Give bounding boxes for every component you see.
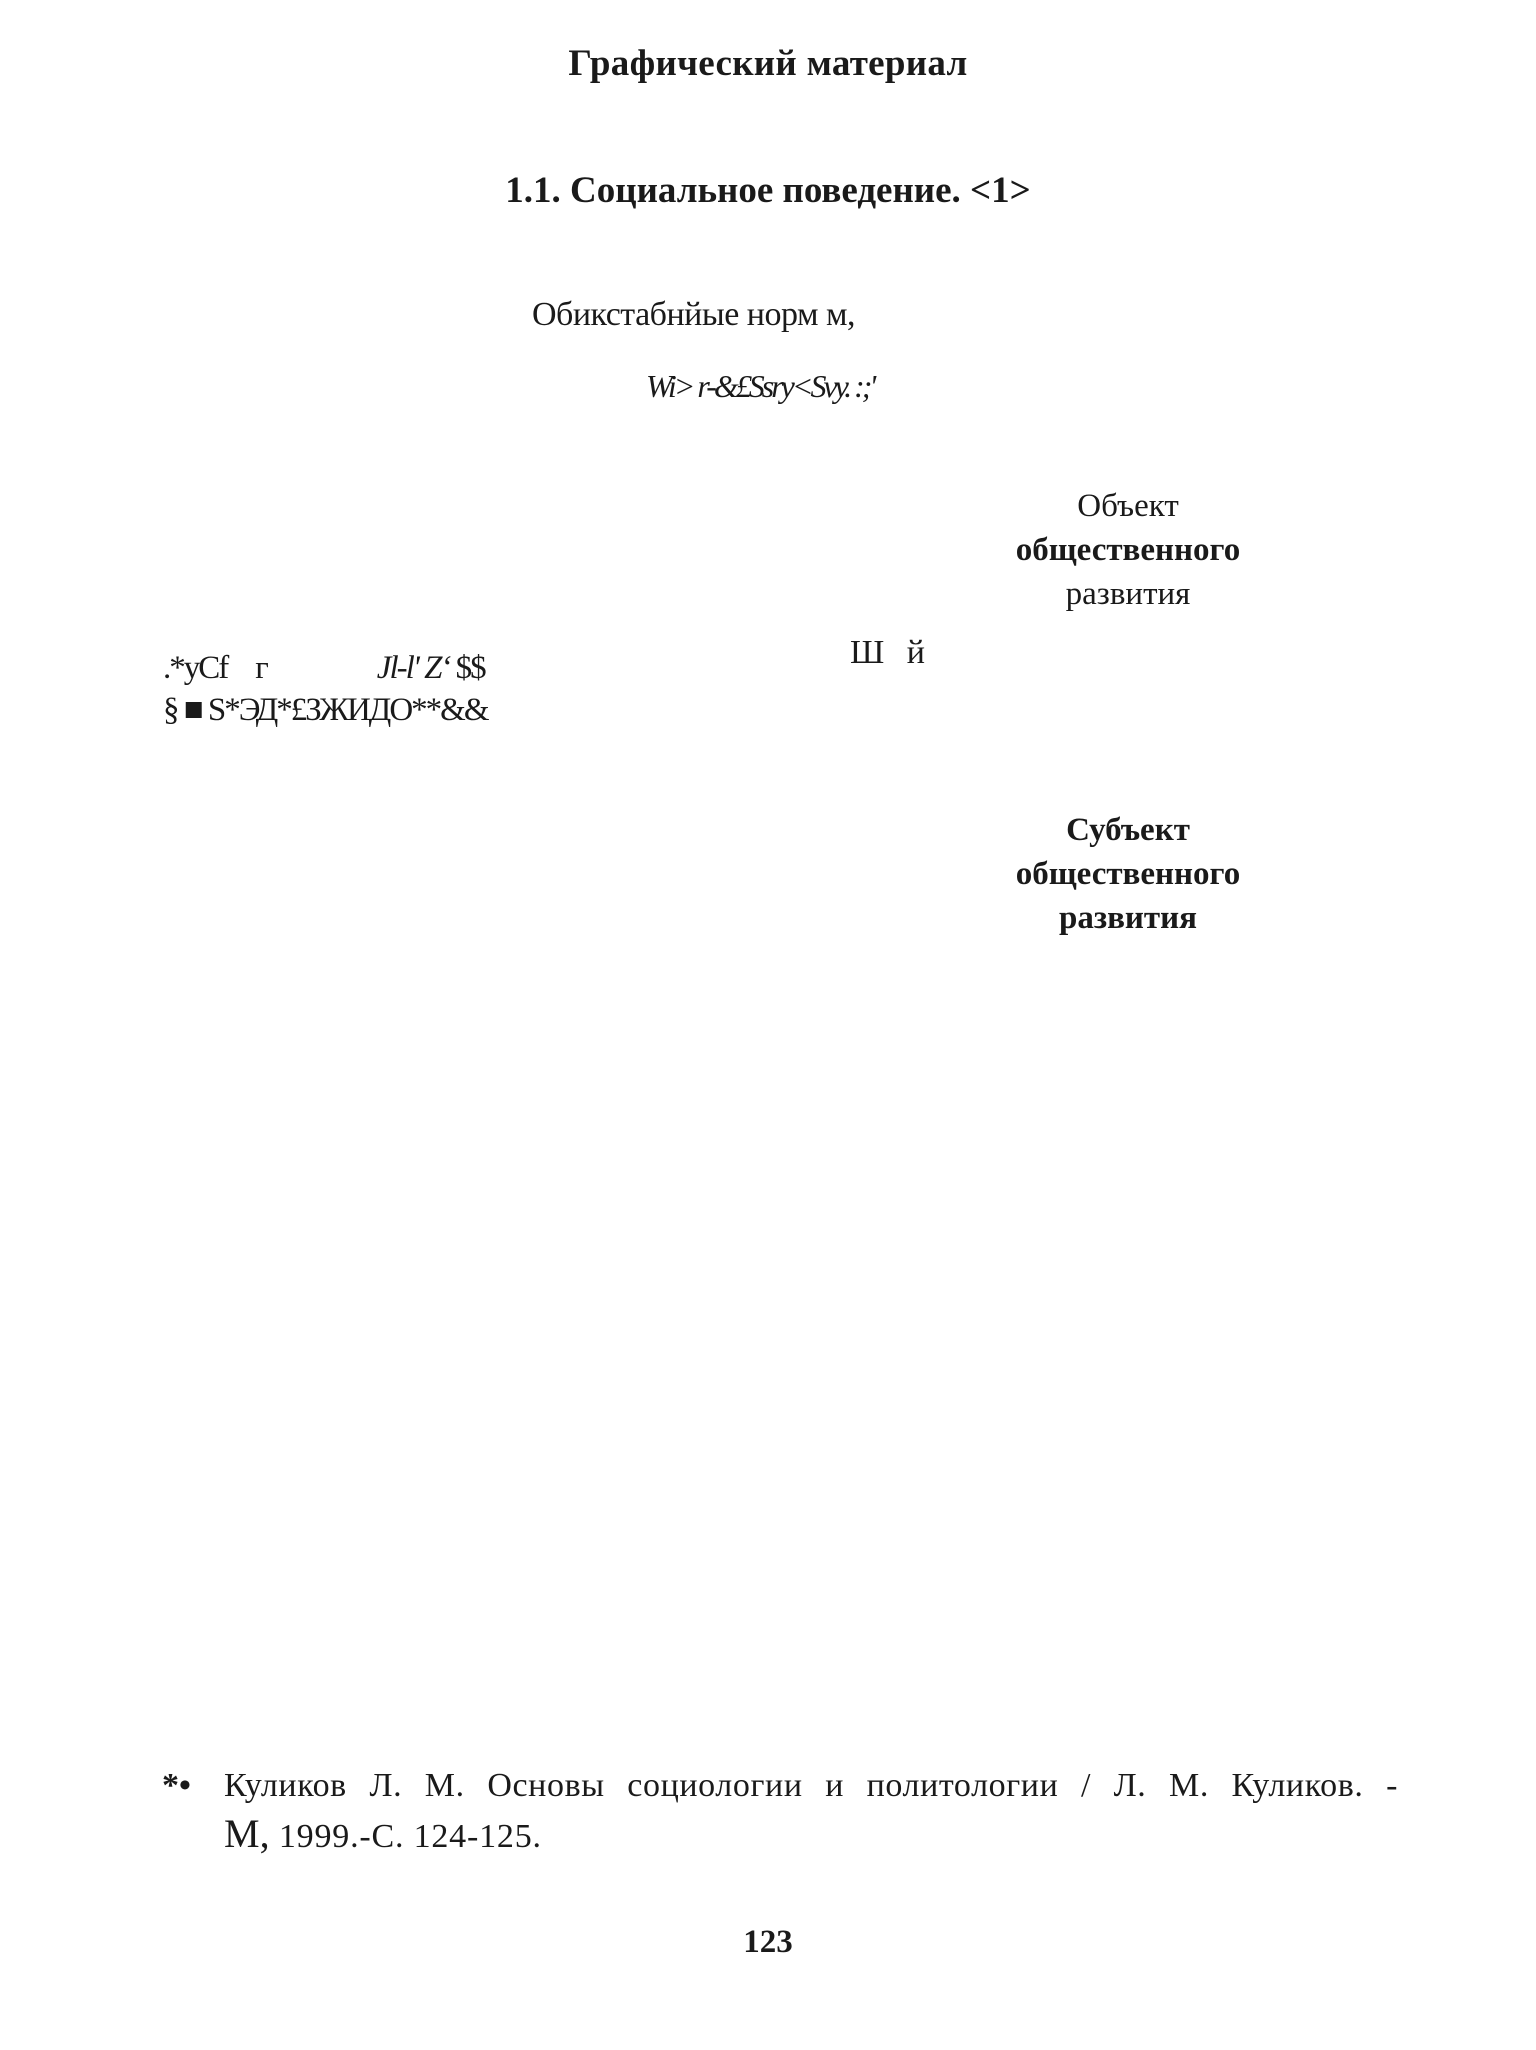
footnote-year-pages: 1999.-С. 124-125. — [269, 1818, 542, 1855]
subject-node-line2: общественного — [1015, 856, 1241, 892]
section-title: 1.1. Социальное поведение. <1> — [505, 170, 1031, 211]
footnote-line2 — [224, 1810, 1398, 1861]
footnote — [162, 1762, 1398, 1861]
object-node-line1: Объект — [1077, 488, 1179, 524]
object-node-line2: общественного — [1015, 532, 1241, 568]
footnote-line1: Куликов Л. М. Основы социологии и политологии / Л. М. Куликов. - — [224, 1767, 1398, 1804]
subject-node-label — [978, 808, 1278, 940]
left-fragment-3: Jl-l' Z‘ — [376, 650, 450, 686]
page-title: Графический материал — [568, 43, 968, 84]
object-node-label — [978, 484, 1278, 616]
figure-left-garbled-line1 — [163, 650, 485, 687]
subject-node-line3: развития — [1058, 900, 1198, 936]
footnote-marker: *• — [162, 1767, 191, 1804]
page-number: 123 — [743, 1924, 793, 1960]
subject-node-line1: Субъект — [1066, 812, 1190, 848]
figure-top-text: Обикстабнйые норм м, — [532, 296, 856, 333]
figure-garbled-text: Wi> r-&£Ssry<Svy. :;' — [646, 368, 874, 404]
left-fragment-1: .*yCf — [163, 650, 228, 686]
object-node-line3: развития — [1065, 576, 1191, 612]
figure-left-garbled-line2: § ■ S*ЭД*£ЗЖИДО**&& — [163, 692, 488, 728]
footnote-city: М, — [224, 1811, 270, 1856]
left-fragment-4: $$ — [455, 650, 485, 686]
left-fragment-2: г — [255, 650, 267, 686]
figure-middle-text: Ш й — [850, 634, 925, 671]
